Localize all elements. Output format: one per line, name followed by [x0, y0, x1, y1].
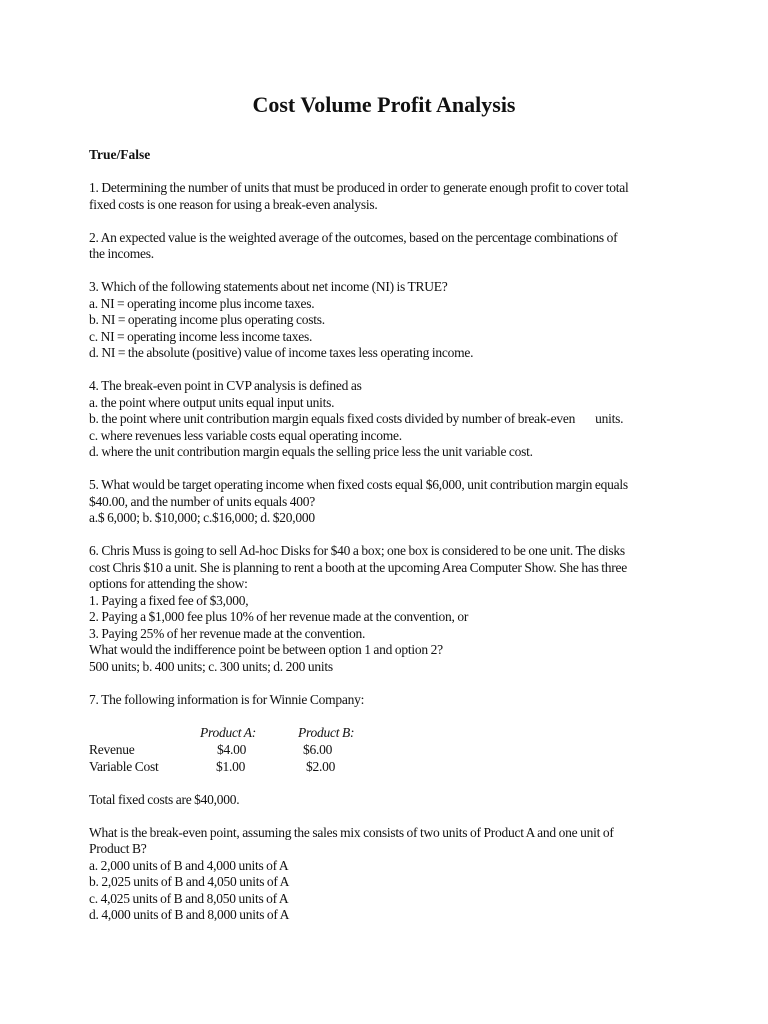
question-text: 7. The following information is for Winnie Company: — [89, 691, 365, 707]
question-text: What is the break-even point, assuming the sales mix consists of two units of Product A and one unit of — [89, 824, 614, 840]
answer-options: a.$ 6,000; b. $10,000; c.$16,000; d. $20,000 — [89, 510, 315, 525]
question-6 — [89, 543, 689, 675]
question-7 — [89, 692, 689, 709]
answer-option — [89, 411, 689, 428]
question-1 — [89, 180, 689, 213]
question-text: 5. What would be target operating income when fixed costs equal $6,000, unit contribution margin equals — [89, 477, 628, 492]
fixed-costs-statement — [89, 792, 689, 809]
page-title: Cost Volume Profit Analysis — [252, 92, 516, 117]
answer-option: d. 4,000 units of B and 8,000 units of A — [89, 907, 290, 922]
answer-option: a. NI = operating income plus income taxes. — [89, 295, 315, 311]
table-row-label: Variable Cost — [89, 758, 159, 774]
list-item: 2. Paying a $1,000 fee plus 10% of her revenue made at the convention, or — [89, 609, 469, 624]
question-text: Product B? — [89, 841, 147, 856]
question-text: cost Chris $10 a unit. She is planning to rent a booth at the upcoming Area Computer Show. She has three — [89, 559, 628, 575]
list-item: 1. Paying a fixed fee of $3,000, — [89, 592, 249, 608]
answer-option-main: b. the point where unit contribution margin equals fixed costs divided by number of break-even — [89, 411, 576, 426]
answer-option: b. 2,025 units of B and 4,050 units of A — [89, 874, 290, 889]
answer-option: c. NI = operating income less income taxes. — [89, 328, 313, 344]
list-item: 3. Paying 25% of her revenue made at the convention. — [89, 625, 366, 641]
question-text: 6. Chris Muss is going to sell Ad-hoc Disks for $40 a box; one box is considered to be one unit. The disks — [89, 543, 625, 558]
table-cell: $1.00 — [216, 758, 246, 774]
question-text: 2. An expected value is the weighted average of the outcomes, based on the percentage combinations of — [89, 229, 618, 245]
section-heading: True/False — [89, 147, 151, 162]
table-cell: $4.00 — [217, 741, 247, 757]
answer-option: c. 4,025 units of B and 8,050 units of A — [89, 890, 289, 906]
product-table — [89, 725, 689, 776]
question-3 — [89, 279, 689, 362]
answer-option-tail: units. — [595, 411, 624, 426]
document-body — [89, 180, 689, 940]
question-4 — [89, 378, 689, 461]
question-7-part-2 — [89, 825, 689, 924]
question-text: the incomes. — [89, 246, 154, 261]
table-header-product-b: Product B: — [298, 724, 355, 740]
question-stem: What would the indifference point be between option 1 and option 2? — [89, 642, 443, 657]
answer-option: d. where the unit contribution margin equals the selling price less the unit variable cost. — [89, 444, 533, 459]
statement-text: Total fixed costs are $40,000. — [89, 791, 240, 807]
question-5 — [89, 477, 689, 527]
table-cell: $6.00 — [303, 741, 333, 757]
answer-option: c. where revenues less variable costs equal operating income. — [89, 427, 402, 443]
answer-option: d. NI = the absolute (positive) value of income taxes less operating income. — [89, 345, 474, 360]
question-2 — [89, 230, 689, 263]
question-text: options for attending the show: — [89, 576, 248, 591]
question-text: fixed costs is one reason for using a break-even analysis. — [89, 196, 378, 212]
answer-option: a. 2,000 units of B and 4,000 units of A — [89, 857, 289, 873]
answer-option: a. the point where output units equal input units. — [89, 394, 335, 410]
question-stem: 4. The break-even point in CVP analysis is defined as — [89, 378, 362, 393]
question-text: $40.00, and the number of units equals 400? — [89, 493, 316, 509]
table-header-product-a: Product A: — [200, 724, 256, 740]
answer-option: b. NI = operating income plus operating costs. — [89, 312, 325, 327]
question-stem: 3. Which of the following statements about net income (NI) is TRUE? — [89, 279, 448, 294]
answer-options: 500 units; b. 400 units; c. 300 units; d. 200 units — [89, 658, 333, 674]
question-text: 1. Determining the number of units that must be produced in order to generate enough profit to cover total — [89, 180, 629, 195]
table-cell: $2.00 — [306, 758, 336, 774]
table-row-label: Revenue — [89, 741, 135, 757]
